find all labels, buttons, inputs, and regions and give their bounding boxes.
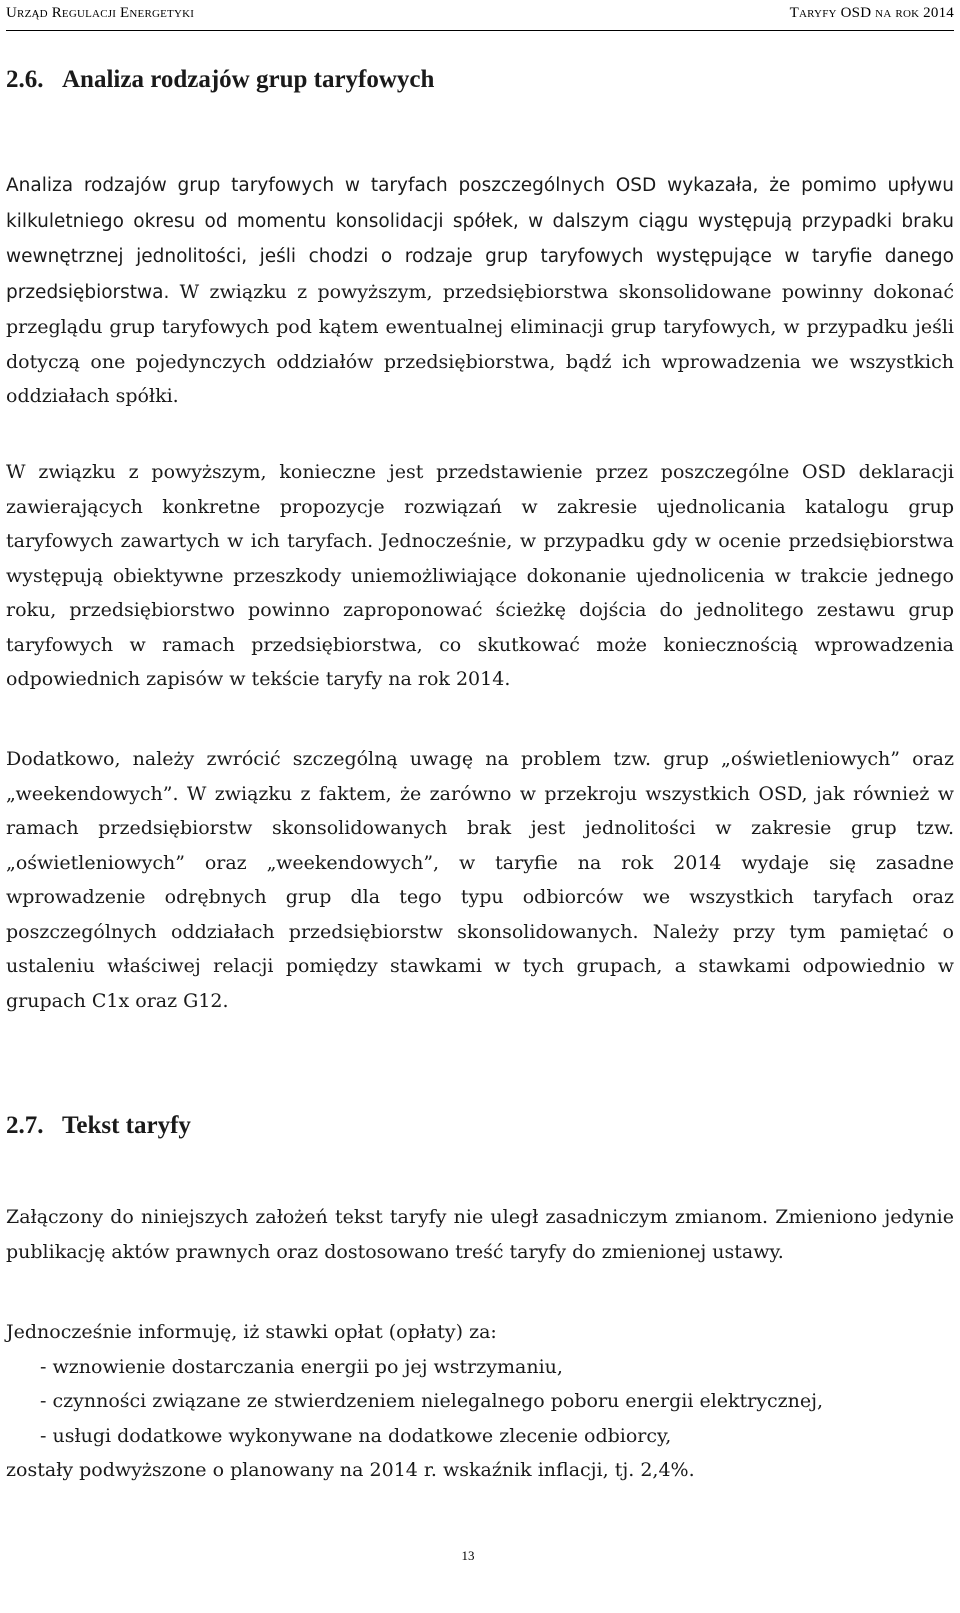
list-item: - usługi dodatkowe wykonywane na dodatkowe zlecenie odbiorcy, — [40, 1424, 672, 1447]
section-2-7-paragraph-1 — [6, 1200, 954, 1269]
section-number: 2.6. — [6, 66, 44, 93]
section-2-6-paragraph-1 — [6, 168, 954, 414]
list-closing: zostały podwyższone o planowany na 2014 r. wskaźnik inflacji, tj. 2,4%. — [6, 1459, 695, 1481]
page-header — [6, 0, 954, 31]
paragraph: Załączony do niniejszych założeń tekst taryfy nie uległ zasadniczym zmianom. Zmieniono jedynie publikację aktów prawnych oraz dostosowano treść taryfy do zmienionej ustawy. — [6, 1206, 954, 1263]
paragraph: W związku z powyższym, konieczne jest przedstawienie przez poszczególne OSD deklaracji zawierających konkretne propozycje rozwiązań w zakresie ujednolicania katalogu grup taryfowych zawartych w ich taryfach. Jednocześnie, w przypadku gdy w ocenie przedsiębiorstwa występują obiektywne przeszkody uniemożliwiające dokonanie ujednolicenia w trakcie jednego roku, przedsiębiorstwo powinno zaproponować ścieżkę dojścia do jednolitego zestawu grup taryfowych w ramach przedsiębiorstwa, co skutkować może koniecznością wprowadzenia odpowiednich zapisów w tekście taryfy na rok 2014. — [6, 461, 954, 690]
paragraph — [6, 168, 954, 414]
section-2-7-list-block — [6, 1315, 954, 1488]
list-item: - wznowienie dostarczania energii po jej wstrzymaniu, — [40, 1355, 563, 1378]
header-document-title: Taryfy OSD na rok 2014 — [789, 5, 954, 21]
section-2-6-paragraph-3 — [6, 742, 954, 1018]
list-item: - czynności związane ze stwierdzeniem nielegalnego poboru energii elektrycznej, — [40, 1390, 824, 1412]
section-heading — [6, 66, 954, 94]
section-2-7-heading — [6, 1112, 954, 1140]
paragraph: Dodatkowo, należy zwrócić szczególną uwagę na problem tzw. grup „oświetleniowych” oraz „weekendowych”. W związku z faktem, że zarówno w przekroju wszystkich OSD, jak również w ramach przedsiębiorstw skonsolidowanych brak jest jednolitości w zakresie grup tzw. „oświetleniowych” oraz „weekendowych”, w taryfie na rok 2014 wydaje się zasadne wprowadzenie odrębnych grup dla tego typu odbiorców we wszystkich taryfach oraz poszczególnych oddziałach przedsiębiorstw skonsolidowanych. Należy przy tym pamiętać o ustaleniu właściwej relacji pomiędzy stawkami w tych grupach, a stawkami odpowiednio w grupach C1x oraz G12. — [6, 748, 954, 1012]
section-2-6-paragraph-2 — [6, 455, 954, 697]
section-number: 2.7. — [6, 1112, 44, 1139]
paragraph-serif-part: W związku z powyższym, przedsiębiorstwa skonsolidowane powinny dokonać przeglądu grup taryfowych pod kątem ewentualnej eliminacji grup taryfowych, w przypadku jeśli dotyczą one pojedynczych oddziałów przedsiębiorstwa, bądź ich wprowadzenia we wszystkich oddziałach spółki. — [6, 280, 954, 407]
section-title: Analiza rodzajów grup taryfowych — [62, 66, 435, 93]
paragraph-sans-part: Analiza rodzajów grup taryfowych w taryfach poszczególnych OSD wykazała, że pomimo upływu kilkuletniego okresu od momentu konsolidacji spółek, w dalszym ciągu występują przypadki braku wewnętrznej jednolitości, jeśli chodzi o rodzaje grup taryfowych występujące w taryfie danego przedsiębiorstwa. — [6, 175, 954, 303]
page-number: 13 — [461, 1548, 475, 1563]
section-title: Tekst taryfy — [62, 1112, 191, 1139]
list-intro: Jednocześnie informuję, iż stawki opłat (opłaty) za: — [6, 1321, 497, 1343]
header-organization: Urząd Regulacji Energetyki — [6, 5, 195, 21]
section-2-6-heading — [6, 66, 954, 94]
section-heading — [6, 1112, 954, 1140]
